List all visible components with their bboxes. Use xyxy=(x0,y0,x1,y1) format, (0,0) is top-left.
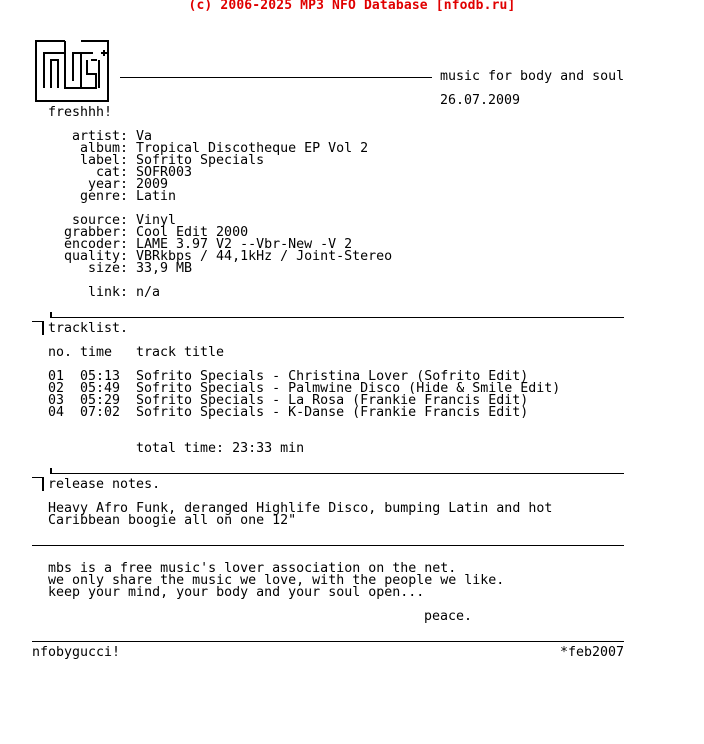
genre-value: Latin xyxy=(136,189,177,204)
header-rule xyxy=(120,77,432,78)
link-value: n/a xyxy=(136,285,161,300)
year-label: year: xyxy=(87,177,128,192)
notes-rule-tick xyxy=(50,468,52,474)
year-value: 2009 xyxy=(136,177,169,192)
track-no: 04 xyxy=(48,405,65,420)
album-label: album: xyxy=(79,141,128,156)
footer-left: nfobygucci! xyxy=(32,645,121,660)
mbs-logo-icon xyxy=(35,40,109,102)
release-notes-line: Caribbean boogie all on one 12" xyxy=(48,513,297,528)
notes-rule xyxy=(50,473,624,474)
label-label: label: xyxy=(79,153,128,168)
track-title: Sofrito Specials - La Rosa (Frankie Francis Edit) xyxy=(136,393,529,408)
footer-right: *feb2007 xyxy=(560,645,625,660)
footer-rule xyxy=(32,641,624,642)
artist-value: Va xyxy=(136,129,153,144)
track-title: Sofrito Specials - K-Danse (Frankie Francis Edit) xyxy=(136,405,529,420)
greeting: freshhh! xyxy=(48,105,113,120)
track-no: 02 xyxy=(48,381,65,396)
tracklist-rule-tick xyxy=(50,312,52,318)
col-title: track title xyxy=(136,345,225,360)
link-label: link: xyxy=(87,285,128,300)
quality-value: VBRkbps / 44,1kHz / Joint-Stereo xyxy=(136,249,393,264)
total-time: total time: 23:33 min xyxy=(136,441,305,456)
signoff: peace. xyxy=(424,609,473,624)
col-time: time xyxy=(80,345,113,360)
about-line: we only share the music we love, with the people we like. xyxy=(48,573,505,588)
copyright-banner: (c) 2006-2025 MP3 NFO Database [nfodb.ru] xyxy=(188,0,516,13)
track-time: 05:13 xyxy=(80,369,121,384)
tracklist-rule xyxy=(50,317,624,318)
encoder-value: LAME 3.97 V2 --Vbr-New -V 2 xyxy=(136,237,353,252)
about-line: keep your mind, your body and your soul open... xyxy=(48,585,425,600)
track-no: 01 xyxy=(48,369,65,384)
release-notes-line: Heavy Afro Funk, deranged Highlife Disco, bumping Latin and hot xyxy=(48,501,553,516)
track-time: 05:49 xyxy=(80,381,121,396)
album-value: Tropical Discotheque EP Vol 2 xyxy=(136,141,369,156)
track-time: 05:29 xyxy=(80,393,121,408)
encoder-label: encoder: xyxy=(63,237,128,252)
size-value: 33,9 MB xyxy=(136,261,193,276)
source-label: source: xyxy=(71,213,128,228)
track-no: 03 xyxy=(48,393,65,408)
col-no: no. xyxy=(48,345,73,360)
release-date: 26.07.2009 xyxy=(440,93,521,108)
notes-rule-bar xyxy=(42,477,44,491)
cat-label: cat: xyxy=(95,165,128,180)
size-label: size: xyxy=(87,261,128,276)
track-title: Sofrito Specials - Christina Lover (Sofrito Edit) xyxy=(136,369,529,384)
about-line: mbs is a free music's lover association on the net. xyxy=(48,561,457,576)
quality-label: quality: xyxy=(63,249,128,264)
source-value: Vinyl xyxy=(136,213,177,228)
grabber-label: grabber: xyxy=(63,225,128,240)
release-notes-heading: release notes. xyxy=(48,477,161,492)
artist-label: artist: xyxy=(71,129,128,144)
cat-value: SOFR003 xyxy=(136,165,193,180)
slogan: music for body and soul xyxy=(440,69,625,84)
tracklist-rule-bar xyxy=(42,321,44,335)
track-time: 07:02 xyxy=(80,405,121,420)
label-value: Sofrito Specials xyxy=(136,153,265,168)
grabber-value: Cool Edit 2000 xyxy=(136,225,249,240)
genre-label: genre: xyxy=(79,189,128,204)
tracklist-heading: tracklist. xyxy=(48,321,129,336)
about-rule xyxy=(32,545,624,546)
track-title: Sofrito Specials - Palmwine Disco (Hide & Smile Edit) xyxy=(136,381,561,396)
